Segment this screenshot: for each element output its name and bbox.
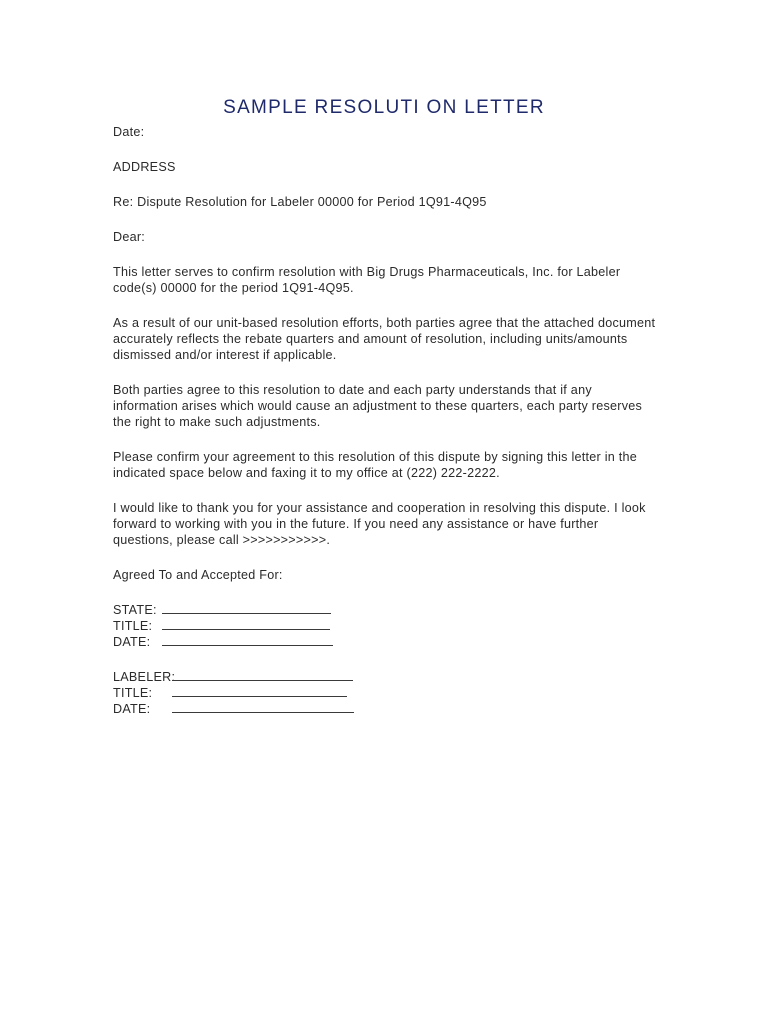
paragraph-adjustments: Both parties agree to this resolution to date and each party understands that if any information arises which would cause an adjustment to these quarters, each party reserves the right to make such adjustments. xyxy=(113,383,643,429)
state-date-line[interactable] xyxy=(162,634,333,646)
paragraph-thanks: I would like to thank you for your assistance and cooperation in resolving this dispute. I look forward to working with you in the future. If you need any assistance or have further questions, please call >>>>>>>>>>>. xyxy=(113,501,646,547)
state-signature-line[interactable] xyxy=(162,602,331,614)
letter-body xyxy=(113,124,658,736)
labeler-signature-block xyxy=(113,669,658,717)
letter-title: SAMPLE RESOLUTI ON LETTER xyxy=(223,97,545,118)
state-title-line[interactable] xyxy=(162,618,330,630)
state-title-row xyxy=(113,618,658,634)
paragraph-confirm-agreement: Please confirm your agreement to this resolution of this dispute by signing this letter in the indicated space below and faxing it to my office at (222) 222-2222. xyxy=(113,450,638,480)
state-date-row xyxy=(113,634,658,650)
labeler-row xyxy=(113,669,658,685)
re-line: Re: Dispute Resolution for Labeler 00000 for Period 1Q91-4Q95 xyxy=(113,195,487,209)
labeler-date-label: DATE: xyxy=(113,702,151,716)
address-line: ADDRESS xyxy=(113,160,176,174)
date-line: Date: xyxy=(113,125,145,139)
salutation: Dear: xyxy=(113,230,146,244)
state-date-label: DATE: xyxy=(113,635,151,649)
labeler-title-line[interactable] xyxy=(172,685,347,697)
state-row xyxy=(113,602,658,618)
paragraph-resolution-efforts: As a result of our unit-based resolution efforts, both parties agree that the attached document accurately reflects the rebate quarters and amount of resolution, including units/amounts dismissed and/or interest if applicable. xyxy=(113,316,656,362)
labeler-date-row xyxy=(113,701,658,717)
state-signature-block xyxy=(113,602,658,650)
labeler-title-row xyxy=(113,685,658,701)
labeler-signature-line[interactable] xyxy=(172,669,353,681)
paragraph-confirmation: This letter serves to confirm resolution with Big Drugs Pharmaceuticals, Inc. for Labeler code(s) 00000 for the period 1Q91-4Q95. xyxy=(113,265,621,295)
labeler-date-line[interactable] xyxy=(172,701,354,713)
labeler-title-label: TITLE: xyxy=(113,686,153,700)
state-title-label: TITLE: xyxy=(113,619,153,633)
labeler-label: LABELER: xyxy=(113,670,176,684)
state-label: STATE: xyxy=(113,603,157,617)
agreed-line: Agreed To and Accepted For: xyxy=(113,568,283,582)
